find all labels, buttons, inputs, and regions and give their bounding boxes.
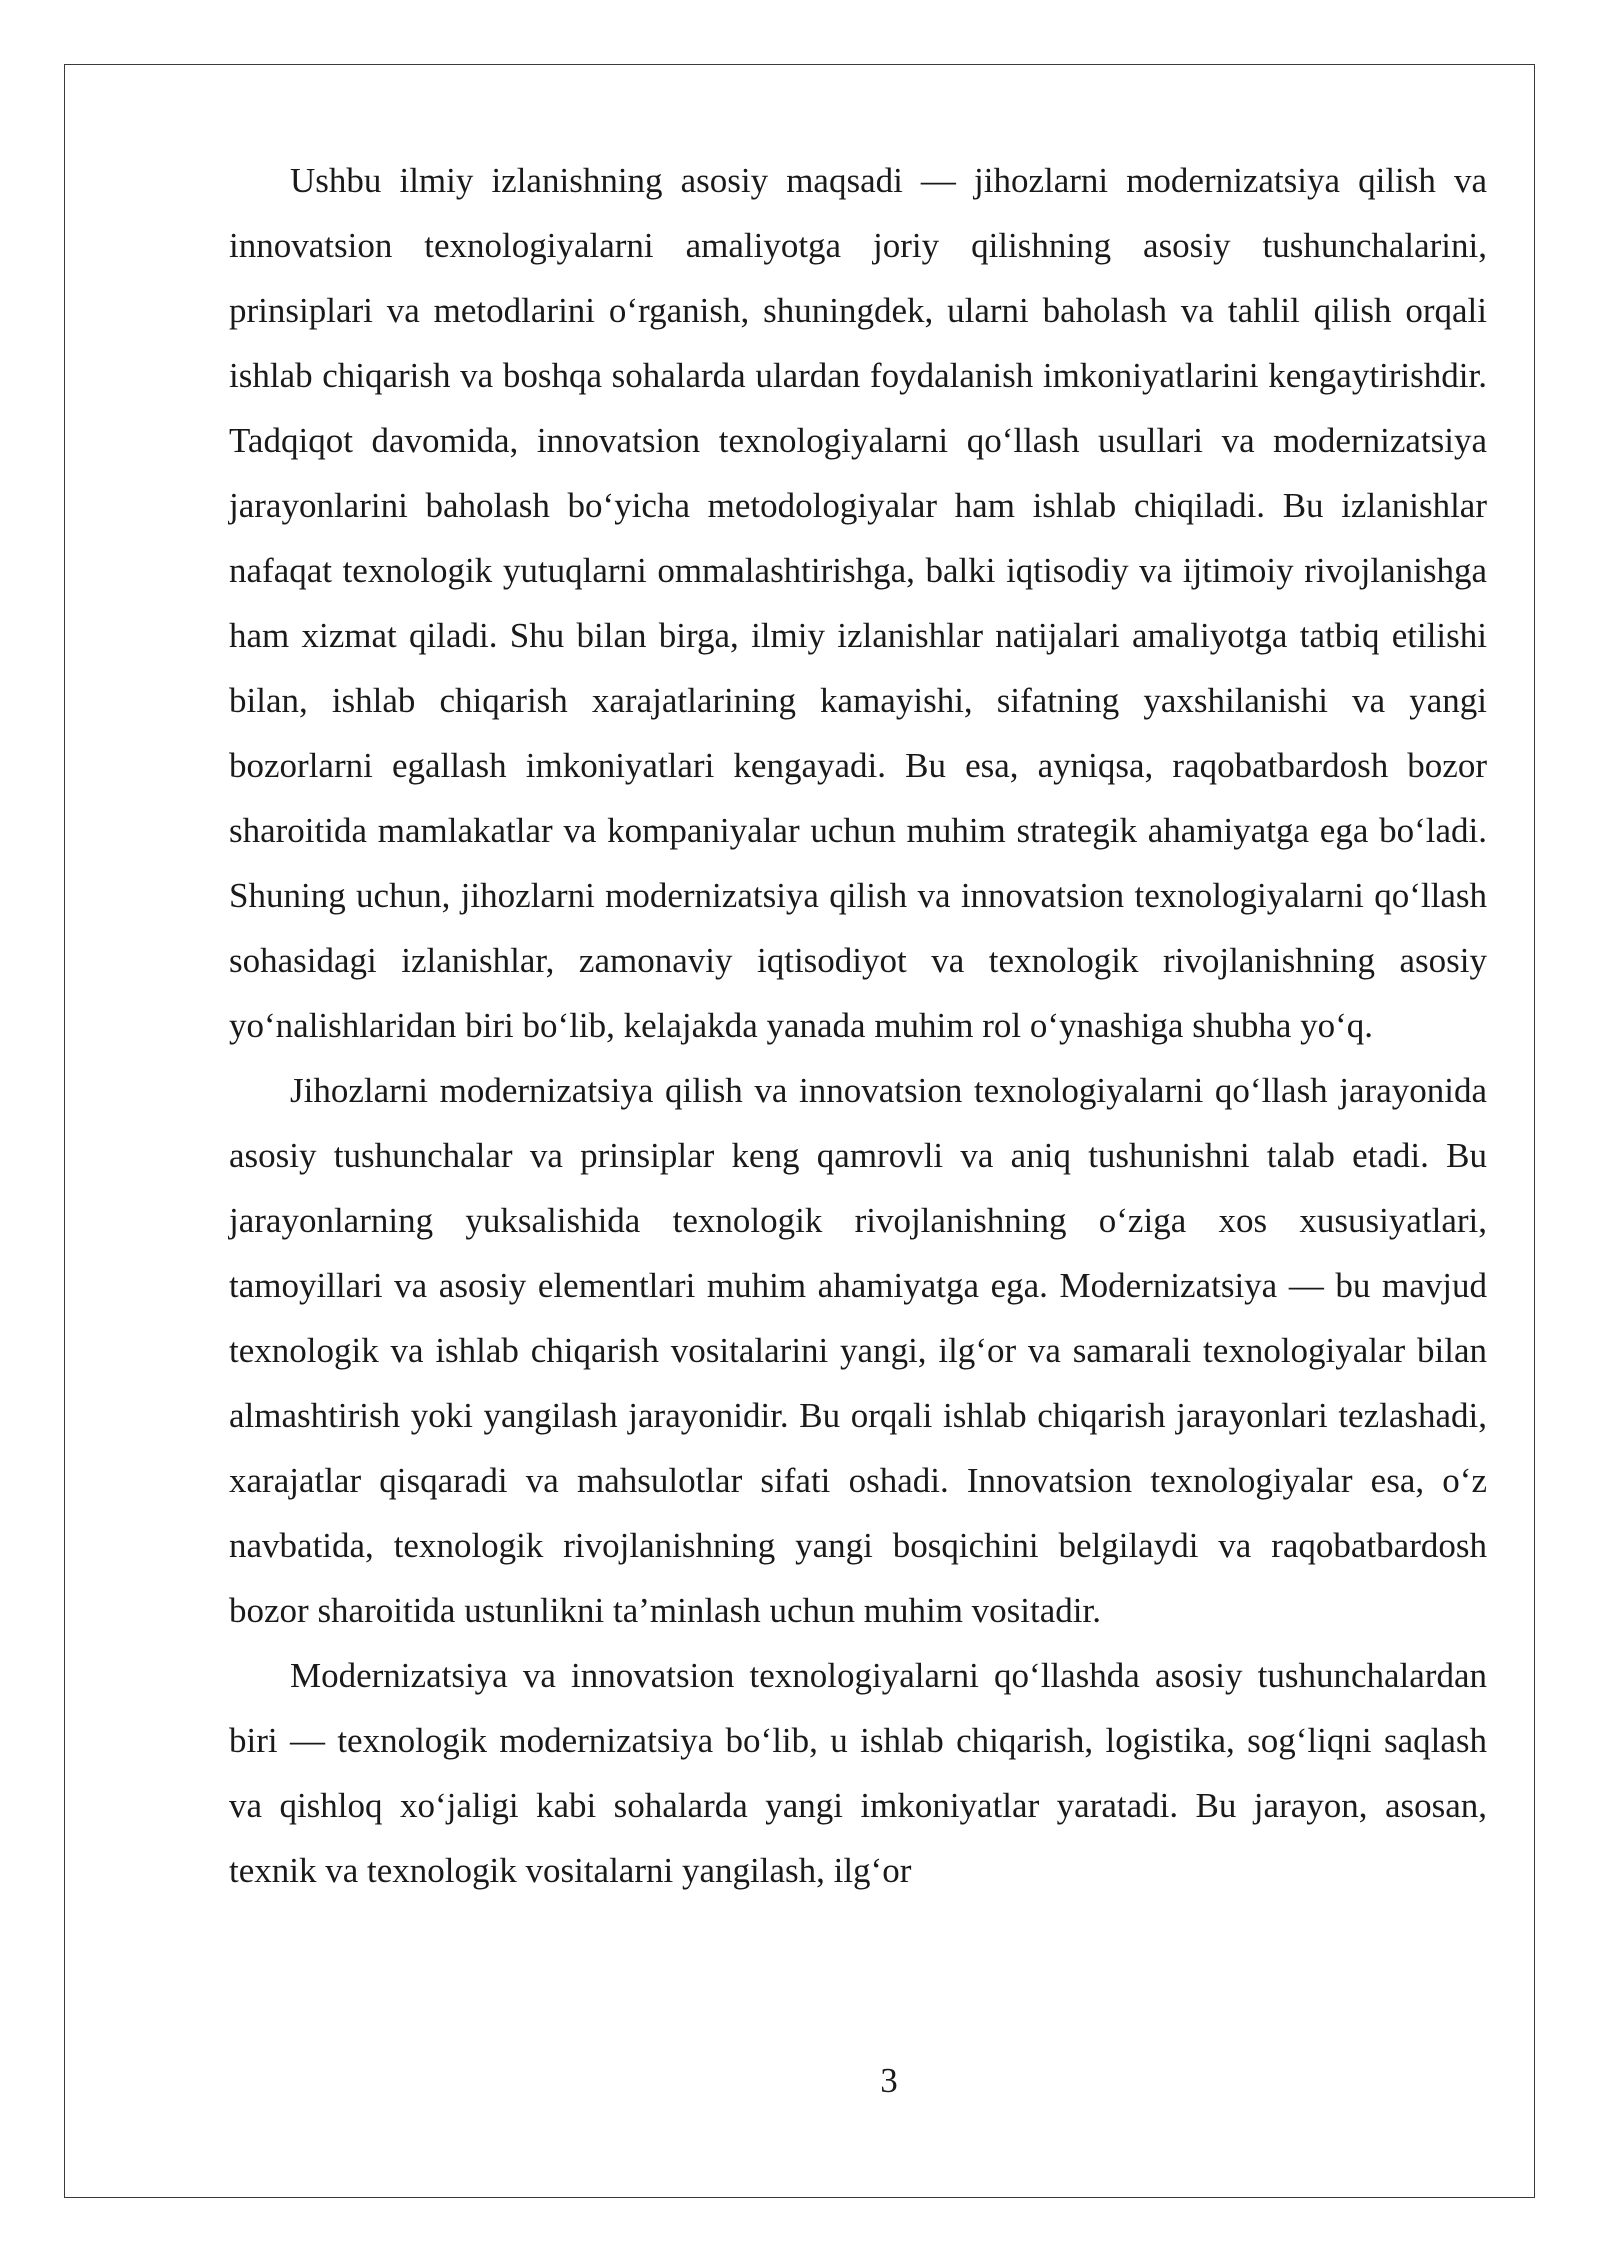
paragraph-1: Ushbu ilmiy izlanishning asosiy maqsadi — jihozlarni modernizatsiya qilish va innovatsion texnologiyalarni amaliyotga joriy qilishning asosiy tushunchalarini, prinsiplari va metodlarini o‘rganish, shuningdek, ularni baholash va tahlil qilish orqali ishlab chiqarish va boshqa sohalarda ulardan foydalanish imkoniyatlarini kengaytirishdir. Tadqiqot davomida, innovatsion texnologiyalarni qo‘llash usullari va modernizatsiya jarayonlarini baholash bo‘yicha metodologiyalar ham ishlab chiqiladi. Bu izlanishlar nafaqat texnologik yutuqlarni ommalashtirishga, balki iqtisodiy va ijtimoiy rivojlanishga ham xizmat qiladi. Shu bilan birga, ilmiy izlanishlar natijalari amaliyotga tatbiq etilishi bilan, ishlab chiqarish xarajatlarining kamayishi, sifatning yaxshilanishi va yangi bozorlarni egallash imkoniyatlari kengayadi. Bu esa, ayniqsa, raqobatbardosh bozor sharoitida mamlakatlar va kompaniyalar uchun muhim strategik ahamiyatga ega bo‘ladi. Shuning uchun, jihozlarni modernizatsiya qilish va innovatsion texnologiyalarni qo‘llash sohasidagi izlanishlar, zamonaviy iqtisodiyot va texnologik rivojlanishning asosiy yo‘nalishlaridan biri bo‘lib, kelajakda yanada muhim rol o‘ynashiga shubha yo‘q. [229,161,1487,1045]
page-number: 3 [880,2061,898,2100]
document-body [229,148,1487,1903]
paragraph-3: Modernizatsiya va innovatsion texnologiyalarni qo‘llashda asosiy tushunchalardan biri — texnologik modernizatsiya bo‘lib, u ishlab chiqarish, logistika, sog‘liqni saqlash va qishloq xo‘jaligi kabi sohalarda yangi imkoniyatlar yaratadi. Bu jarayon, asosan, texnik va texnologik vositalarni yangilash, ilg‘or [229,1656,1487,1890]
paragraph-2: Jihozlarni modernizatsiya qilish va innovatsion texnologiyalarni qo‘llash jarayonida asosiy tushunchalar va prinsiplar keng qamrovli va aniq tushunishni talab etadi. Bu jarayonlarning yuksalishida texnologik rivojlanishning o‘ziga xos xususiyatlari, tamoyillari va asosiy elementlari muhim ahamiyatga ega. Modernizatsiya — bu mavjud texnologik va ishlab chiqarish vositalarini yangi, ilg‘or va samarali texnologiyalar bilan almashtirish yoki yangilash jarayonidir. Bu orqali ishlab chiqarish jarayonlari tezlashadi, xarajatlar qisqaradi va mahsulotlar sifati oshadi. Innovatsion texnologiyalar esa, o‘z navbatida, texnologik rivojlanishning yangi bosqichini belgilaydi va raqobatbardosh bozor sharoitida ustunlikni ta’minlash uchun muhim vositadir. [229,1071,1487,1630]
